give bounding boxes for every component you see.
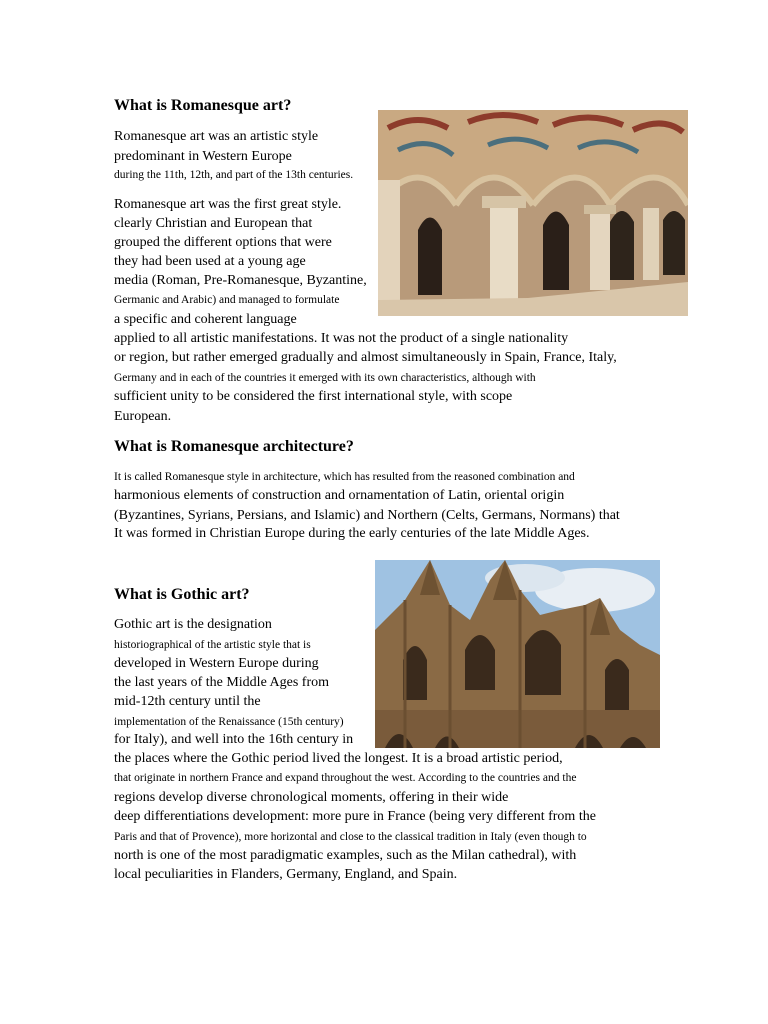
paragraph-line: local peculiarities in Flanders, Germany, England, and Spain. bbox=[114, 867, 458, 882]
paragraph-line: or region, but rather emerged gradually and almost simultaneously in Spain, France, Italy, bbox=[114, 350, 617, 365]
paragraph-line: Romanesque art was the first great style. bbox=[114, 197, 342, 212]
paragraph-line: sufficient unity to be considered the first international style, with scope bbox=[114, 389, 513, 404]
paragraph-line: (Byzantines, Syrians, Persians, and Islamic) and Northern (Celts, Germans, Normans) that bbox=[114, 508, 620, 523]
paragraph-line: a specific and coherent language bbox=[114, 312, 297, 327]
paragraph-line: implementation of the Renaissance (15th century) bbox=[114, 716, 344, 728]
heading-gothic-art: What is Gothic art? bbox=[114, 586, 250, 603]
paragraph-line: that originate in northern France and expand throughout the west. According to the countries and the bbox=[114, 772, 577, 784]
gothic-cathedral-image bbox=[375, 560, 660, 748]
romanesque-crypt-image bbox=[378, 110, 688, 316]
paragraph-line: predominant in Western Europe bbox=[114, 149, 292, 164]
paragraph-line: Germanic and Arabic) and managed to formulate bbox=[114, 294, 340, 306]
paragraph-line: Germany and in each of the countries it emerged with its own characteristics, although with bbox=[114, 372, 536, 384]
paragraph-line: north is one of the most paradigmatic examples, such as the Milan cathedral), with bbox=[114, 848, 577, 863]
heading-romanesque-architecture: What is Romanesque architecture? bbox=[114, 438, 354, 455]
paragraph-line: historiographical of the artistic style that is bbox=[114, 639, 311, 651]
paragraph-line: media (Roman, Pre-Romanesque, Byzantine, bbox=[114, 273, 367, 288]
paragraph-line: the places where the Gothic period lived the longest. It is a broad artistic period, bbox=[114, 751, 563, 766]
paragraph-line: regions develop diverse chronological moments, offering in their wide bbox=[114, 790, 509, 805]
paragraph-line: Romanesque art was an artistic style bbox=[114, 129, 319, 144]
paragraph-line: It was formed in Christian Europe during the early centuries of the late Middle Ages. bbox=[114, 526, 590, 541]
paragraph-line: It is called Romanesque style in architecture, which has resulted from the reasoned combination and bbox=[114, 471, 575, 483]
paragraph-line: European. bbox=[114, 409, 172, 424]
paragraph-line: applied to all artistic manifestations. It was not the product of a single nationality bbox=[114, 331, 569, 346]
heading-romanesque-art: What is Romanesque art? bbox=[114, 97, 292, 114]
paragraph-line: harmonious elements of construction and ornamentation of Latin, oriental origin bbox=[114, 488, 565, 503]
paragraph-line: grouped the different options that were bbox=[114, 235, 332, 250]
paragraph-line: for Italy), and well into the 16th century in bbox=[114, 732, 354, 747]
paragraph-line: Gothic art is the designation bbox=[114, 617, 272, 632]
paragraph-line: clearly Christian and European that bbox=[114, 216, 313, 231]
paragraph-line: they had been used at a young age bbox=[114, 254, 306, 269]
paragraph-line: during the 11th, 12th, and part of the 13th centuries. bbox=[114, 169, 354, 181]
paragraph-line: developed in Western Europe during bbox=[114, 656, 319, 671]
paragraph-line: mid-12th century until the bbox=[114, 694, 261, 709]
paragraph-line: the last years of the Middle Ages from bbox=[114, 675, 330, 690]
paragraph-line: deep differentiations development: more pure in France (being very different from the bbox=[114, 809, 596, 824]
paragraph-line: Paris and that of Provence), more horizontal and close to the classical tradition in Italy (even though to bbox=[114, 831, 587, 843]
